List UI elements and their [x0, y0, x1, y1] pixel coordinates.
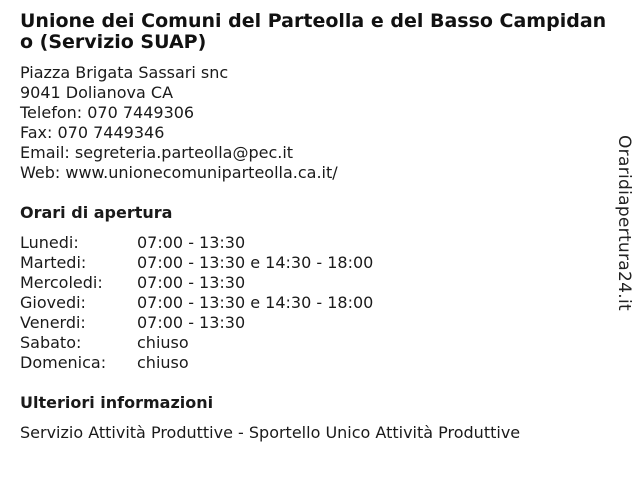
street-address: Piazza Brigata Sassari snc	[20, 63, 229, 82]
hours-row	[20, 253, 612, 273]
day-label: Mercoledi:	[20, 273, 103, 292]
hours-row	[20, 233, 612, 253]
time-value: 07:00 - 13:30	[137, 273, 246, 292]
day-label: Sabato:	[20, 333, 82, 352]
opening-hours-list	[20, 233, 612, 373]
hours-heading: Orari di apertura	[20, 203, 173, 222]
extra-info-heading: Ulteriori informazioni	[20, 393, 214, 412]
day-label: Venerdi:	[20, 313, 86, 332]
time-value: 07:00 - 13:30 e 14:30 - 18:00	[137, 253, 374, 272]
phone-number: Telefon: 070 7449306	[20, 103, 195, 122]
time-value: 07:00 - 13:30 e 14:30 - 18:00	[137, 293, 374, 312]
day-label: Martedi:	[20, 253, 87, 272]
website-url: Web: www.unionecomuniparteolla.ca.it/	[20, 163, 338, 182]
hours-row	[20, 273, 612, 293]
day-label: Lunedi:	[20, 233, 79, 252]
day-label: Giovedi:	[20, 293, 86, 312]
site-brand-label: Oraridiapertura24.it	[614, 135, 634, 311]
address-block	[20, 63, 612, 183]
time-value: chiuso	[137, 353, 189, 372]
hours-row	[20, 333, 612, 353]
hours-row	[20, 293, 612, 313]
hours-row	[20, 313, 612, 333]
hours-row	[20, 353, 612, 373]
fax-number: Fax: 070 7449346	[20, 123, 165, 142]
time-value: chiuso	[137, 333, 189, 352]
city-address: 9041 Dolianova CA	[20, 83, 174, 102]
business-card	[20, 11, 612, 443]
time-value: 07:00 - 13:30	[137, 233, 246, 252]
email-address: Email: segreteria.parteolla@pec.it	[20, 143, 294, 162]
time-value: 07:00 - 13:30	[137, 313, 246, 332]
extra-info-text: Servizio Attività Produttive - Sportello Unico Attività Produttive	[20, 423, 521, 442]
day-label: Domenica:	[20, 353, 107, 372]
business-title: Unione dei Comuni del Parteolla e del Basso Campidano (Servizio SUAP)	[20, 10, 607, 53]
